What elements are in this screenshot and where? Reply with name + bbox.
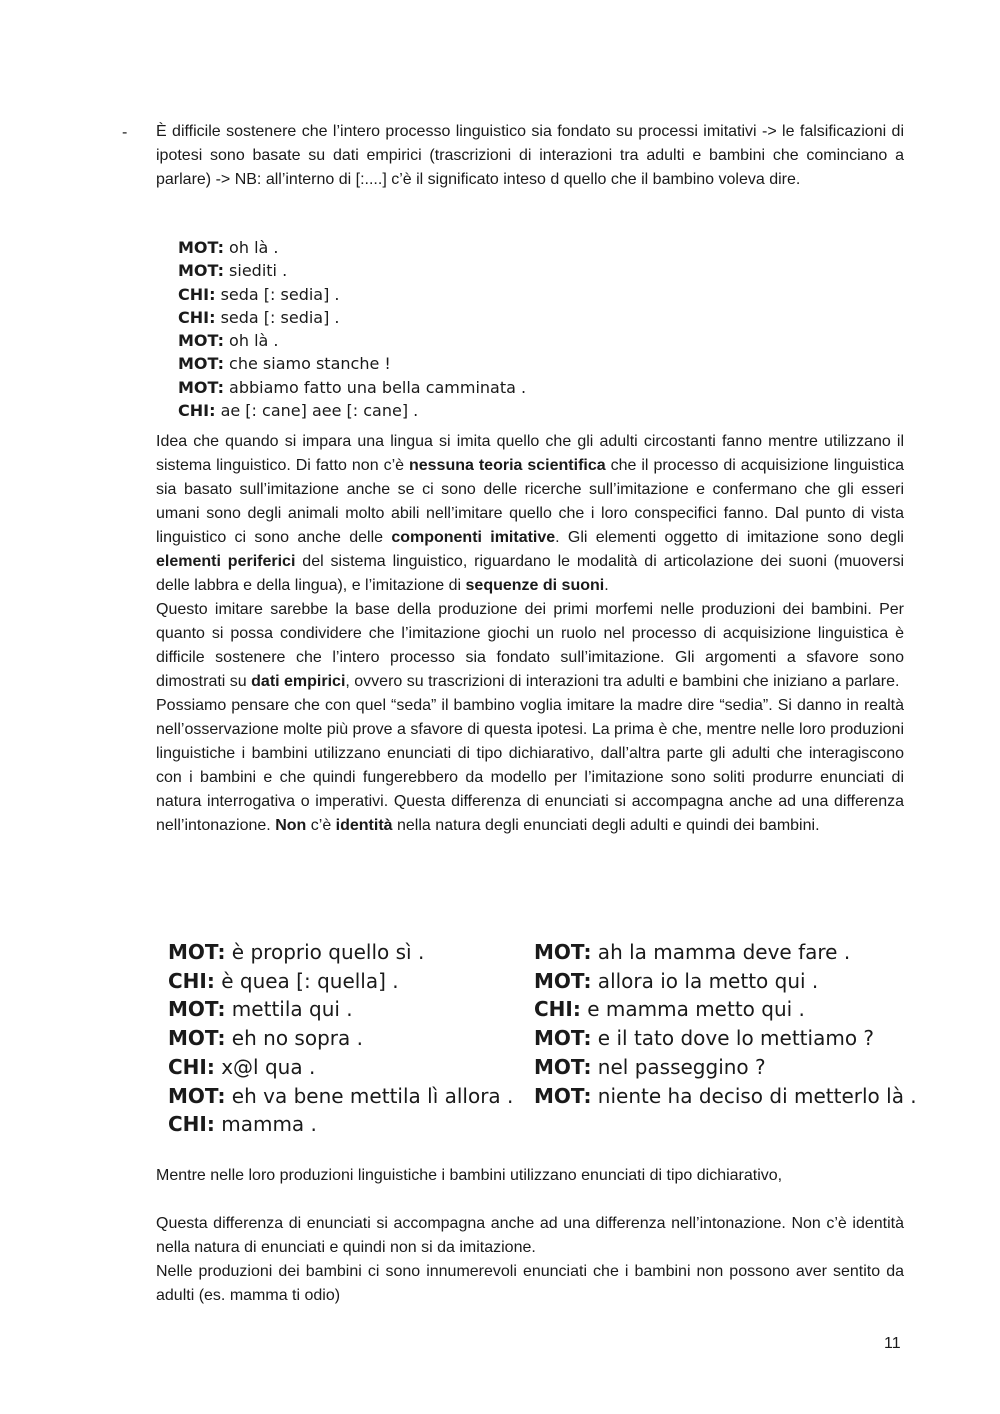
utterance: e mamma metto qui . bbox=[580, 997, 805, 1022]
speaker-label: CHI: bbox=[178, 284, 216, 304]
speaker-label: MOT: bbox=[178, 238, 224, 257]
utterance: mettila qui . bbox=[225, 997, 353, 1022]
text-run: , ovvero su trascrizioni di interazioni tra adulti e bambini che iniziano a parlare. bbox=[345, 673, 900, 690]
utterance: eh va bene mettila lì allora . bbox=[225, 1083, 514, 1108]
transcript-line bbox=[168, 1024, 513, 1053]
bold-term: Non bbox=[275, 817, 307, 834]
utterance: è proprio quello sì . bbox=[225, 940, 425, 964]
transcript-line bbox=[178, 376, 526, 399]
utterance: abbiamo fatto una bella camminata . bbox=[223, 377, 527, 397]
text-run: Possiamo pensare che con quel “seda” il bambino voglia imitare la madre dire “sedia”. Si danno in realtà nell’osservazione molte più prove a sfavore di questa ipotesi. La prima è che, mentre nelle loro produzioni linguistiche i bambini utilizzano enunciati di tipo dichiarativo, dall’altra parte gli adulti che interagiscono con i bambini e che quindi fungerebbero da modello per l’imitazione sono soliti produrre enunciati di natura interrogativa o imperativi. Questa differenza di enunciati si accompagna anche ad una differenza nell’intonazione. bbox=[156, 697, 904, 834]
transcript-line bbox=[178, 283, 526, 306]
bold-term: dati empirici bbox=[251, 673, 346, 690]
utterance: niente ha deciso di metterlo là . bbox=[591, 1083, 917, 1108]
speaker-label: MOT: bbox=[178, 377, 224, 397]
transcript-line bbox=[534, 1082, 917, 1111]
closing-paragraphs bbox=[156, 1212, 904, 1308]
summary-sentence: Mentre nelle loro produzioni linguistiche i bambini utilizzano enunciati di tipo dichiarativo, bbox=[156, 1167, 783, 1184]
speaker-label: MOT: bbox=[178, 354, 224, 374]
text-run: . Gli elementi oggetto di imitazione sono degli bbox=[555, 529, 904, 546]
utterance: eh no sopra . bbox=[225, 1026, 363, 1051]
speaker-label: MOT: bbox=[168, 997, 226, 1022]
speaker-label: CHI: bbox=[168, 1112, 215, 1137]
paragraph-morphemes bbox=[156, 598, 904, 694]
speaker-label: MOT: bbox=[178, 331, 224, 351]
utterance: siediti . bbox=[223, 261, 288, 281]
text-run: che il processo di acquisizione linguistica sia basato sull’imitazione anche se ci sono delle ricerche sull’imitazione e confermano che gli esseri umani sono degli animali molto abili nell’imitare quello che i loro conspecifici fanno. Dal punto di vista linguistico ci sono anche delle bbox=[156, 457, 905, 546]
transcript-line bbox=[178, 352, 526, 375]
bold-term: nessuna teoria scientifica bbox=[408, 457, 606, 474]
speaker-label: MOT: bbox=[534, 940, 592, 964]
bullet-dash: - bbox=[122, 124, 128, 141]
utterance: oh là . bbox=[223, 238, 279, 257]
paragraph-intonation: Questa differenza di enunciati si accompagna anche ad una differenza nell’intonazione. Non c’è identità nella natura di enunciati e quindi non si da imitazione. bbox=[156, 1215, 904, 1256]
speaker-label: MOT: bbox=[534, 1026, 592, 1051]
paragraph-seda-example bbox=[156, 694, 904, 838]
text-run: . bbox=[604, 577, 609, 594]
transcript-line bbox=[534, 995, 917, 1024]
transcript-line bbox=[178, 236, 526, 259]
transcript-line bbox=[534, 967, 917, 996]
utterance: seda [: sedia] . bbox=[215, 284, 340, 304]
text-run: del sistema linguistico, riguardano le modalità di articolazione dei suoni (muoversi delle labbra e della lingua), e l’imitazione di bbox=[156, 553, 905, 594]
transcript-line bbox=[168, 938, 513, 967]
transcript-excerpt-1 bbox=[178, 236, 526, 422]
utterance: nel passeggino ? bbox=[591, 1054, 766, 1079]
transcript-line bbox=[168, 1082, 513, 1111]
speaker-label: CHI: bbox=[168, 968, 215, 993]
transcript-line bbox=[178, 329, 526, 352]
speaker-label: MOT: bbox=[168, 1083, 226, 1108]
transcript-line bbox=[534, 938, 917, 967]
speaker-label: MOT: bbox=[534, 1054, 592, 1079]
speaker-label: CHI: bbox=[178, 307, 216, 327]
bold-term: identità bbox=[335, 817, 393, 834]
text-run: nella natura degli enunciati degli adulti e quindi dei bambini. bbox=[392, 817, 820, 834]
text-run: Questo imitare sarebbe la base della produzione dei primi morfemi nelle produzioni dei bambini. Per quanto si possa condividere che l’imitazione giochi un ruolo nel processo di acquisizione linguistica è difficile sostenere che l’intero processo sia fondato sull’imitazione. Gli argomenti a sfavore sono dimostrati su bbox=[156, 601, 904, 690]
bold-term: sequenze di suoni bbox=[465, 577, 605, 594]
utterance: mamma . bbox=[214, 1112, 317, 1137]
transcript-line bbox=[178, 306, 526, 329]
utterance: ah la mamma deve fare . bbox=[591, 940, 851, 964]
transcript-excerpt-2-right bbox=[534, 938, 917, 1110]
transcript-excerpt-2-left bbox=[168, 938, 513, 1139]
page-number: 11 bbox=[884, 1335, 901, 1352]
paragraph-novel-utterances: Nelle produzioni dei bambini ci sono innumerevoli enunciati che i bambini non possono aver sentito da adulti (es. mamma ti odio) bbox=[156, 1263, 904, 1304]
transcript-line bbox=[534, 1024, 917, 1053]
transcript-line bbox=[168, 1053, 513, 1082]
transcript-line bbox=[178, 259, 526, 282]
intro-paragraph: È difficile sostenere che l’intero processo linguistico sia fondato su processi imitativi -> le falsificazioni di ipotesi sono basate su dati empirici (trascrizioni di interazioni tra adulti e bambini che cominciano a parlare) -> NB: all’interno di [:....] c’è il significato inteso d quello che il bambino voleva dire. bbox=[156, 123, 904, 188]
speaker-label: CHI: bbox=[534, 997, 581, 1022]
speaker-label: MOT: bbox=[178, 261, 224, 281]
speaker-label: CHI: bbox=[168, 1054, 215, 1079]
utterance: x@l qua . bbox=[214, 1054, 316, 1079]
utterance: seda [: sedia] . bbox=[215, 307, 340, 327]
transcript-line bbox=[168, 995, 513, 1024]
utterance: che siamo stanche ! bbox=[223, 354, 391, 374]
utterance: ae [: cane] aee [: cane] . bbox=[215, 401, 419, 421]
transcript-line bbox=[168, 967, 513, 996]
bold-term: elementi periferici bbox=[156, 553, 296, 570]
bold-term: componenti imitative bbox=[391, 529, 556, 546]
speaker-label: MOT: bbox=[534, 968, 592, 993]
utterance: è quea [: quella] . bbox=[214, 968, 399, 993]
body-paragraphs bbox=[156, 430, 904, 838]
paragraph-imitation-idea bbox=[156, 430, 904, 598]
speaker-label: MOT: bbox=[168, 1026, 226, 1051]
utterance: allora io la metto qui . bbox=[591, 968, 819, 993]
utterance: e il tato dove lo mettiamo ? bbox=[591, 1026, 875, 1051]
speaker-label: MOT: bbox=[534, 1083, 592, 1108]
speaker-label: MOT: bbox=[168, 940, 226, 964]
transcript-line bbox=[534, 1053, 917, 1082]
transcript-line bbox=[178, 399, 526, 422]
speaker-label: CHI: bbox=[178, 401, 216, 421]
transcript-line bbox=[168, 1110, 513, 1139]
text-run: c’è bbox=[306, 817, 336, 834]
text-run: Idea che quando si impara una lingua si imita quello che gli adulti circostanti fanno mentre utilizzano il sistema linguistico. Di fatto non c’è bbox=[156, 433, 904, 474]
utterance: oh là . bbox=[223, 331, 279, 351]
